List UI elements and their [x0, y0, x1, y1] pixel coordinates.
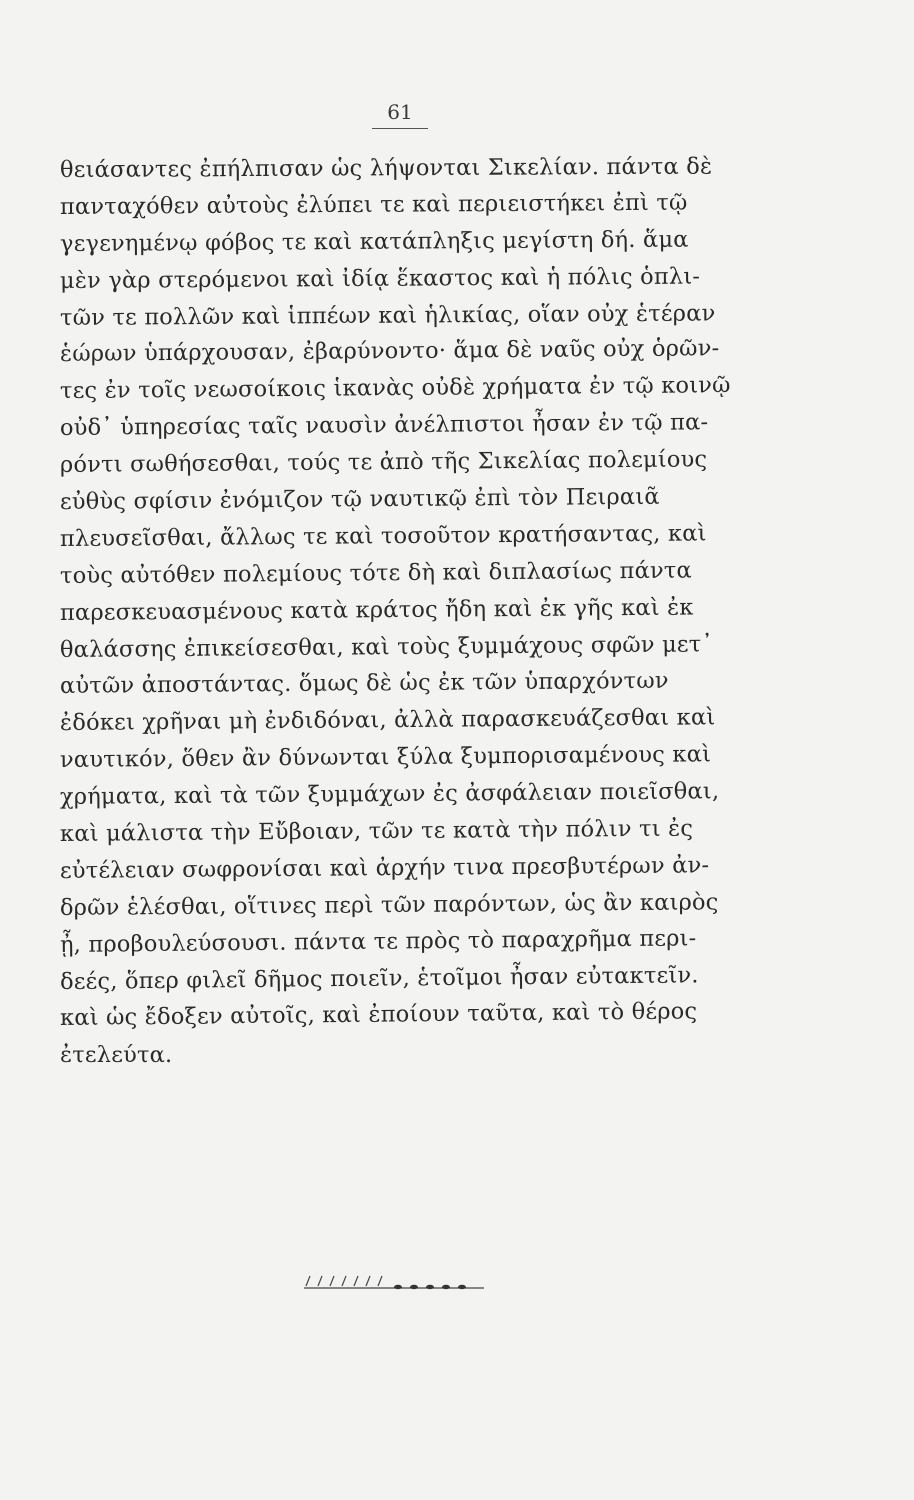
text-line: μὲν γὰρ στερόμενοι καὶ ἰδίᾳ ἕκαστος καὶ ἡ πόλις ὁπλι- [59, 263, 701, 294]
text-line: δρῶν ἑλέσθαι, οἵτινες περὶ τῶν παρόντων, ὡς ἂν καιρὸς [59, 889, 719, 921]
text-line: ρόντι σωθήσεσθαι, τούς τε ἀπὸ τῆς Σικελίας πολεμίους [59, 446, 708, 479]
text-line: δεές, ὅπερ φιλεῖ δῆμος ποιεῖν, ἑτοῖμοι ἦσαν εὐτακτεῖν. [59, 961, 699, 995]
text-line: πλευσεῖσθαι, ἄλλως τε καὶ τοσοῦτον κρατήσαντας, καὶ [59, 520, 707, 552]
text-line: ἑώρων ὑπάρχουσαν, ἐβαρύνοντο· ἅμα δὲ ναῦς οὐχ ὁρῶν- [59, 335, 720, 368]
text-line: θειάσαντες ἐπήλπισαν ὡς λήψονται Σικελίαν. πάντα δὲ [59, 153, 713, 183]
body-text [60, 152, 800, 1074]
text-line: πανταχόθεν αὐτοὺς ἐλύπει τε καὶ περιειστήκει ἐπὶ τῷ [59, 189, 688, 220]
text-line: αὐτῶν ἀποστάντας. ὅμως δὲ ὡς ἐκ τῶν ὑπαρχόντων [59, 668, 669, 700]
text-line: χρήματα, καὶ τὰ τῶν ξυμμάχων ἐς ἀσφάλειαν ποιεῖσθαι, [59, 778, 720, 811]
text-line: ἐδόκει χρῆναι μὴ ἐνδιδόναι, ἀλλὰ παρασκευάζεσθαι καὶ [59, 704, 716, 737]
text-line: θαλάσσης ἐπικείσεσθαι, καὶ τοὺς ξυμμάχους σφῶν μετ᾽ [59, 630, 713, 663]
text-line: παρεσκευασμένους κατὰ κράτος ἤδη καὶ ἐκ γῆς καὶ ἐκ [59, 594, 694, 626]
text-line: τες ἐν τοῖς νεωσοίκοις ἱκανὰς οὐδὲ χρήματα ἐν τῷ κοινῷ [59, 372, 731, 405]
text-line: εὐθὺς σφίσιν ἐνόμιζον τῷ ναυτικῷ ἐπὶ τὸν Πειραιᾶ [59, 483, 660, 516]
text-line: καὶ μάλιστα τὴν Εὔβοιαν, τῶν τε κατὰ τὴν πόλιν τι ἐς [59, 815, 694, 848]
page-number: 61 [387, 100, 413, 124]
text-line: οὐδ᾽ ὑπηρεσίας ταῖς ναυσὶν ἀνέλπιστοι ἦσαν ἐν τῷ πα- [59, 409, 709, 442]
text-line: ἐτελεύτα. [60, 1042, 173, 1069]
text-line: ᾖ, προβουλεύσουσι. πάντα τε πρὸς τὸ παραχρῆμα περι- [59, 925, 697, 958]
page-number-underline [372, 128, 428, 129]
text-line: εὐτέλειαν σωφρονίσαι καὶ ἀρχήν τινα πρεσβυτέρων ἀν- [59, 852, 710, 884]
text-line: ναυτικόν, ὅθεν ἂν δύνωνται ξύλα ξυμπορισαμένους καὶ [59, 741, 712, 774]
end-ornament-icon [300, 1264, 488, 1294]
text-line: τῶν τε πολλῶν καὶ ἱππέων καὶ ἡλικίας, οἵαν οὐχ ἑτέραν [59, 299, 716, 331]
text-line: γεγενημένῳ φόβος τε καὶ κατάπληξις μεγίστη δή. ἅμα [59, 226, 689, 257]
text-line: τοὺς αὐτόθεν πολεμίους τότε δὴ καὶ διπλασίως πάντα [59, 557, 692, 589]
text-line: καὶ ὡς ἔδοξεν αὐτοῖς, καὶ ἐποίουν ταῦτα, καὶ τὸ θέρος [59, 998, 698, 1032]
